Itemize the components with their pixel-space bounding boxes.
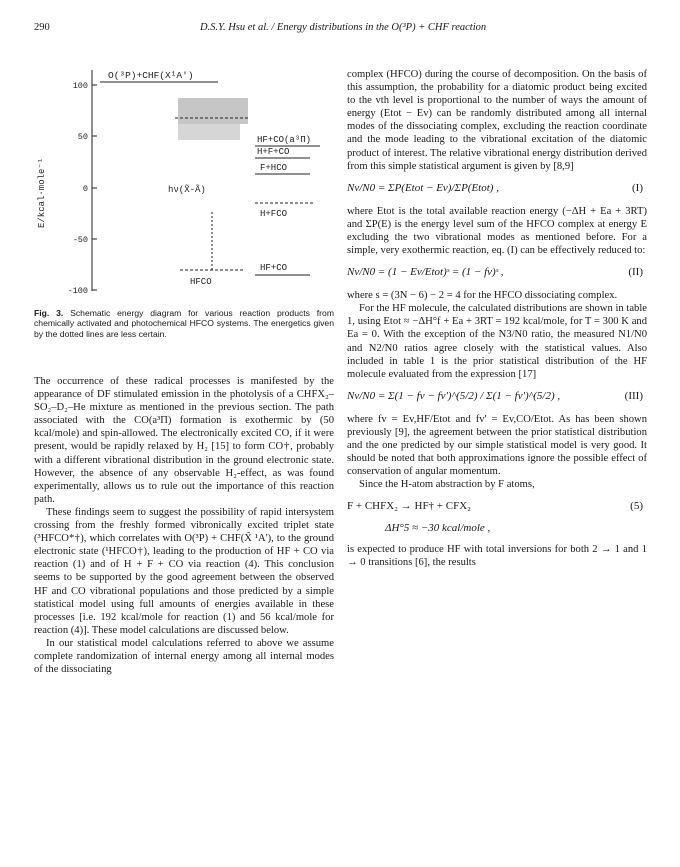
caption-label: Fig. 3. — [34, 308, 64, 318]
equation-4-number: (5) — [630, 500, 643, 513]
right-column — [347, 68, 647, 570]
label-h-f-co: H+F+CO — [257, 147, 290, 157]
y-axis-label: E/kcal·mole⁻¹ — [37, 157, 47, 228]
energy-diagram — [30, 58, 330, 298]
label-hfco: HFCO — [190, 277, 212, 287]
left-paragraph-2: These findings seem to suggest the possibility of rapid intersystem crossing from the freshly formed vibronically excited triplet state (³HFCO*†), which correlates with O(³P) + CHF(X̃ ¹A'), to the ground electronic state (¹HFCO†), leading to the production of HF + CO via reaction (1) and of H + F + CO via reaction (4). This conclusion seems to be supported by the good agreement between the observed HF and CO vibrational populations and those predicted by a simple statistical model using full amounts of energies available in these processes [i.e. 192 kcal/mole for reaction (1) and 56 kcal/mole for reaction (4)]. These model calculations are discussed below. — [34, 506, 334, 636]
page-header — [0, 22, 680, 38]
left-paragraph-3: In our statistical model calculations referred to above we assume complete randomization of internal energy among all internal modes of the dissociating — [34, 637, 334, 676]
right-paragraph-2: where Etot is the total available reaction energy (−ΔH + Ea + 3RT) and ΣP(E) is the energy level sum of the HFCO complex at energy E excluding the two vibrational modes as mentioned before. For a simple, very exothermic reaction, eq. (I) can be effectively reduced to: — [347, 205, 647, 257]
equation-2-body: Nv/N0 = (1 − Ev/Etot)ˢ = (1 − fv)ˢ , — [347, 266, 504, 279]
label-hf-co-a: HF+CO(a³Π) — [257, 135, 312, 145]
equation-3-number: (III) — [624, 389, 643, 402]
label-h-fco: H+FCO — [260, 209, 288, 219]
right-paragraph-5: where fv = Ev,HF/Etot and fv' = Ev,CO/Etot. As has been shown previously [9], the agreement between the prior statistical distribution and the one predicted by our simple statistical model is very good. It should be noted that both approximations ignore the possible effect of conservation of angular momentum. — [347, 413, 647, 478]
diagram-hatching — [178, 98, 248, 140]
equation-1-body: Nv/N0 = ΣP(Etot − Ev)/ΣP(Etot) , — [347, 181, 499, 194]
equation-4 — [347, 495, 647, 517]
right-paragraph-6: Since the H-atom abstraction by F atoms, — [359, 479, 535, 491]
y-tick-label-0: 0 — [82, 184, 88, 194]
equation-3-body: Nv/N0 = Σ(1 − fv − fv')^(5/2) / Σ(1 − fv')^(5/2) , — [347, 389, 561, 402]
equation-1-number: (I) — [632, 181, 643, 194]
left-paragraph-1: The occurrence of these radical processes is manifested by the appearance of DF stimulated emission in the photolysis of a CHFX₂–SO₂–D₂–He mixture as mentioned in the previous section. The path associated with the CO(a³Π) formation is exothermic by (50 kcal/mole) and spin-allowed. The electronically excited CO, if it were present, would be rapidly relaxed by H₂ [15] to form CO†, probably with a different vibrational distribution in the ground electronic state. However, the absence of any observable H₂-effect, as was found experimentally, allows us to rule out the importance of this reaction path. — [34, 376, 334, 505]
reactants-label: O(³P)+CHF(X¹A') — [108, 70, 194, 81]
label-f-hco: F+HCO — [260, 163, 288, 173]
y-tick-label-50: 50 — [77, 132, 88, 142]
right-paragraph-3: where s = (3N − 6) − 2 = 4 for the HFCO dissociating complex. — [347, 290, 618, 302]
y-tick-label--100: -100 — [67, 286, 88, 296]
equation-3 — [347, 385, 647, 407]
equation-4-body: F + CHFX₂ → HF† + CFX₂ — [347, 500, 471, 513]
equation-5-body: ΔH°5 ≈ −30 kcal/mole , — [385, 522, 491, 535]
label-hf-co: HF+CO — [260, 263, 288, 273]
equation-2 — [347, 261, 647, 283]
running-title: D.S.Y. Hsu et al. / Energy distributions in the O(³P) + CHF reaction — [200, 22, 487, 33]
page-number: 290 — [34, 22, 50, 33]
right-paragraph-4: For the HF molecule, the calculated distributions are shown in table 1, using Etot ≈ −ΔH°f + Ea + 3RT = 192 kcal/mole, for T = 300 K and Ea = 0. With the exception of the N3/N0 ratio, the measured N1/N0 and N2/N0 ratios agree closely with the statistical values. Also included in table 1 is the prior statistical distribution of the HF molecule evaluated from the expression [17] — [347, 303, 647, 380]
equation-5 — [347, 519, 647, 537]
y-tick-label-100: 100 — [72, 81, 88, 91]
left-column — [34, 375, 334, 676]
transition-label: hν(X̃-Ã) — [168, 185, 206, 195]
y-tick-label--50: -50 — [72, 235, 88, 245]
caption-text: Schematic energy diagram for various reaction products from chemically activated and photochemical HFCO systems. The energetics given by the dotted lines are less certain. — [34, 308, 334, 339]
figure-caption — [34, 308, 334, 339]
right-paragraph-7: is expected to produce HF with total inversions for both 2 → 1 and 1 → 0 transitions [6], the results — [347, 544, 647, 569]
right-paragraph-1: complex (HFCO) during the course of decomposition. On the basis of this assumption, the probability for a diatomic product being excited to the vth level is proportional to the number of ways the amount of energy (Etot − Ev) can be randomly distributed among all internal modes of the dissociating complex, excluding the reaction coordinate and the mode leading to the vibrational excitation of the diatomic product of interest. The relative vibrational energy distribution derived from this simple statistical argument is given by [8,9] — [347, 69, 647, 172]
equation-2-number: (II) — [628, 266, 643, 279]
equation-1 — [347, 177, 647, 199]
